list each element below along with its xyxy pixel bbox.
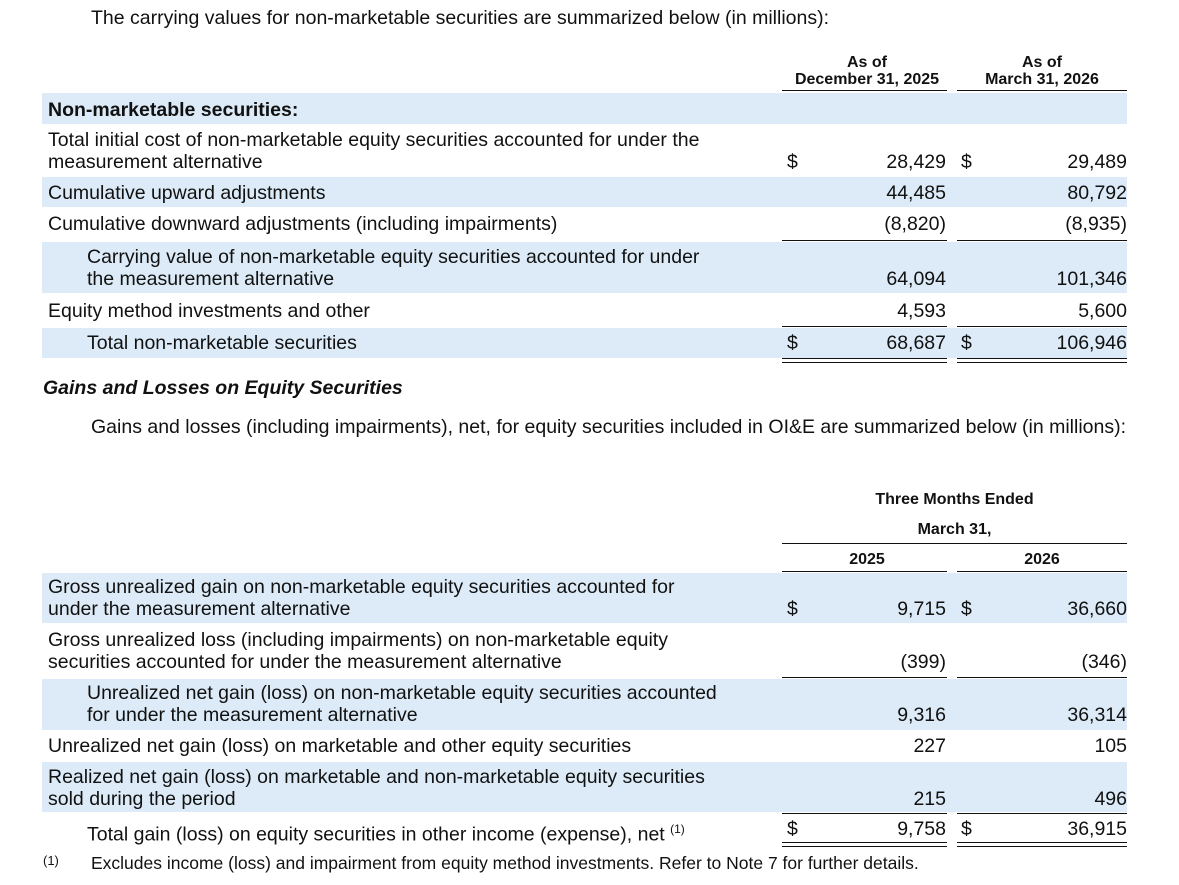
row-label: Gross unrealized gain on non-marketable equity securities accounted for under the measurement alternative [48, 576, 675, 620]
table-row [42, 731, 1127, 761]
value-2026: 36,660 [1067, 598, 1127, 620]
dollar-sign: $ [787, 332, 798, 354]
value-2025: 9,715 [897, 598, 946, 620]
section-title: Gains and Losses on Equity Securities [43, 377, 403, 399]
table-row [42, 625, 1127, 677]
value-mar-2026: 80,792 [1067, 182, 1127, 204]
value-2025: 9,316 [897, 704, 946, 726]
value-mar-2026: 101,346 [1056, 268, 1127, 290]
value-mar-2026: 5,600 [1078, 300, 1127, 322]
table-row [42, 573, 1127, 623]
column-header-mar-2026: As of March 31, 2026 [985, 54, 1099, 88]
row-label: Total gain (loss) on equity securities in other income (expense), net $^{(1)}$ [87, 822, 685, 846]
table-row [42, 208, 1127, 239]
table-row [42, 242, 1127, 293]
value-2026: 105 [1094, 735, 1127, 757]
value-dec-2025: 4,593 [897, 300, 946, 322]
column-header-dec-2025: As of December 31, 2025 [794, 54, 940, 88]
table-row [42, 762, 1127, 812]
non-marketable-securities-table [42, 50, 1127, 370]
value-2025: 215 [913, 788, 946, 810]
row-label: Gross unrealized loss (including impairments) on non-marketable equity securities accounted for under the measurement alternative [48, 629, 668, 673]
row-label: Carrying value of non-marketable equity securities accounted for under the measurement alternative [87, 246, 700, 290]
footnote-mark: (1) [43, 853, 59, 868]
intro-text: The carrying values for non-marketable securities are summarized below (in millions): [91, 7, 830, 29]
equity-gains-losses-table [42, 487, 1127, 852]
value-2025: 227 [913, 735, 946, 757]
row-label: Cumulative downward adjustments (including impairments) [48, 213, 558, 235]
column-header-2026: 2026 [1024, 551, 1060, 568]
dollar-sign: $ [787, 151, 798, 173]
row-label: Unrealized net gain (loss) on non-marketable equity securities accounted for under the measurement alternative [87, 682, 717, 726]
row-label: Realized net gain (loss) on marketable and non-marketable equity securities sold during the period [48, 766, 705, 810]
section-paragraph: Gains and losses (including impairments), net, for equity securities included in OI&E are summarized below (in millions): [91, 416, 1127, 438]
value-mar-2026: (8,935) [1065, 213, 1127, 235]
column-header-group: Three Months Ended [875, 491, 1034, 508]
value-mar-2026: 106,946 [1056, 332, 1127, 354]
table-row [42, 177, 1127, 207]
row-label: Cumulative upward adjustments [48, 182, 326, 204]
value-dec-2025: 44,485 [886, 182, 946, 204]
footnote-text: Excludes income (loss) and impairment from equity method investments. Refer to Note 7 for further details. [91, 853, 919, 873]
dollar-sign: $ [961, 598, 972, 620]
row-label: Total initial cost of non-marketable equity securities accounted for under the measurement alternative [48, 129, 700, 173]
dollar-sign: $ [961, 332, 972, 354]
value-dec-2025: 68,687 [886, 332, 946, 354]
value-dec-2025: (8,820) [884, 213, 946, 235]
value-mar-2026: 29,489 [1067, 151, 1127, 173]
row-label: Unrealized net gain (loss) on marketable and other equity securities [48, 735, 632, 757]
table-row [42, 295, 1127, 325]
dollar-sign: $ [961, 151, 972, 173]
table-row-total [42, 815, 1127, 846]
value-2025: 9,758 [897, 818, 946, 840]
dollar-sign: $ [787, 598, 798, 620]
value-2026: (346) [1081, 651, 1127, 673]
table-row [42, 126, 1127, 176]
value-2025: (399) [900, 651, 946, 673]
value-2026: 36,915 [1067, 818, 1127, 840]
row-label: Total non-marketable securities [87, 332, 357, 354]
table-row [42, 679, 1127, 730]
section-label: Non-marketable securities: [48, 99, 299, 121]
column-header-group-date: March 31, [917, 521, 992, 538]
value-dec-2025: 28,429 [886, 151, 946, 173]
dollar-sign: $ [961, 818, 972, 840]
value-2026: 36,314 [1067, 704, 1127, 726]
footnote-ref: (1) [670, 822, 685, 836]
table-row-total [42, 328, 1127, 358]
row-label: Equity method investments and other [48, 300, 370, 322]
value-2026: 496 [1094, 788, 1127, 810]
column-header-2025: 2025 [849, 551, 885, 568]
value-dec-2025: 64,094 [886, 268, 946, 290]
dollar-sign: $ [787, 818, 798, 840]
